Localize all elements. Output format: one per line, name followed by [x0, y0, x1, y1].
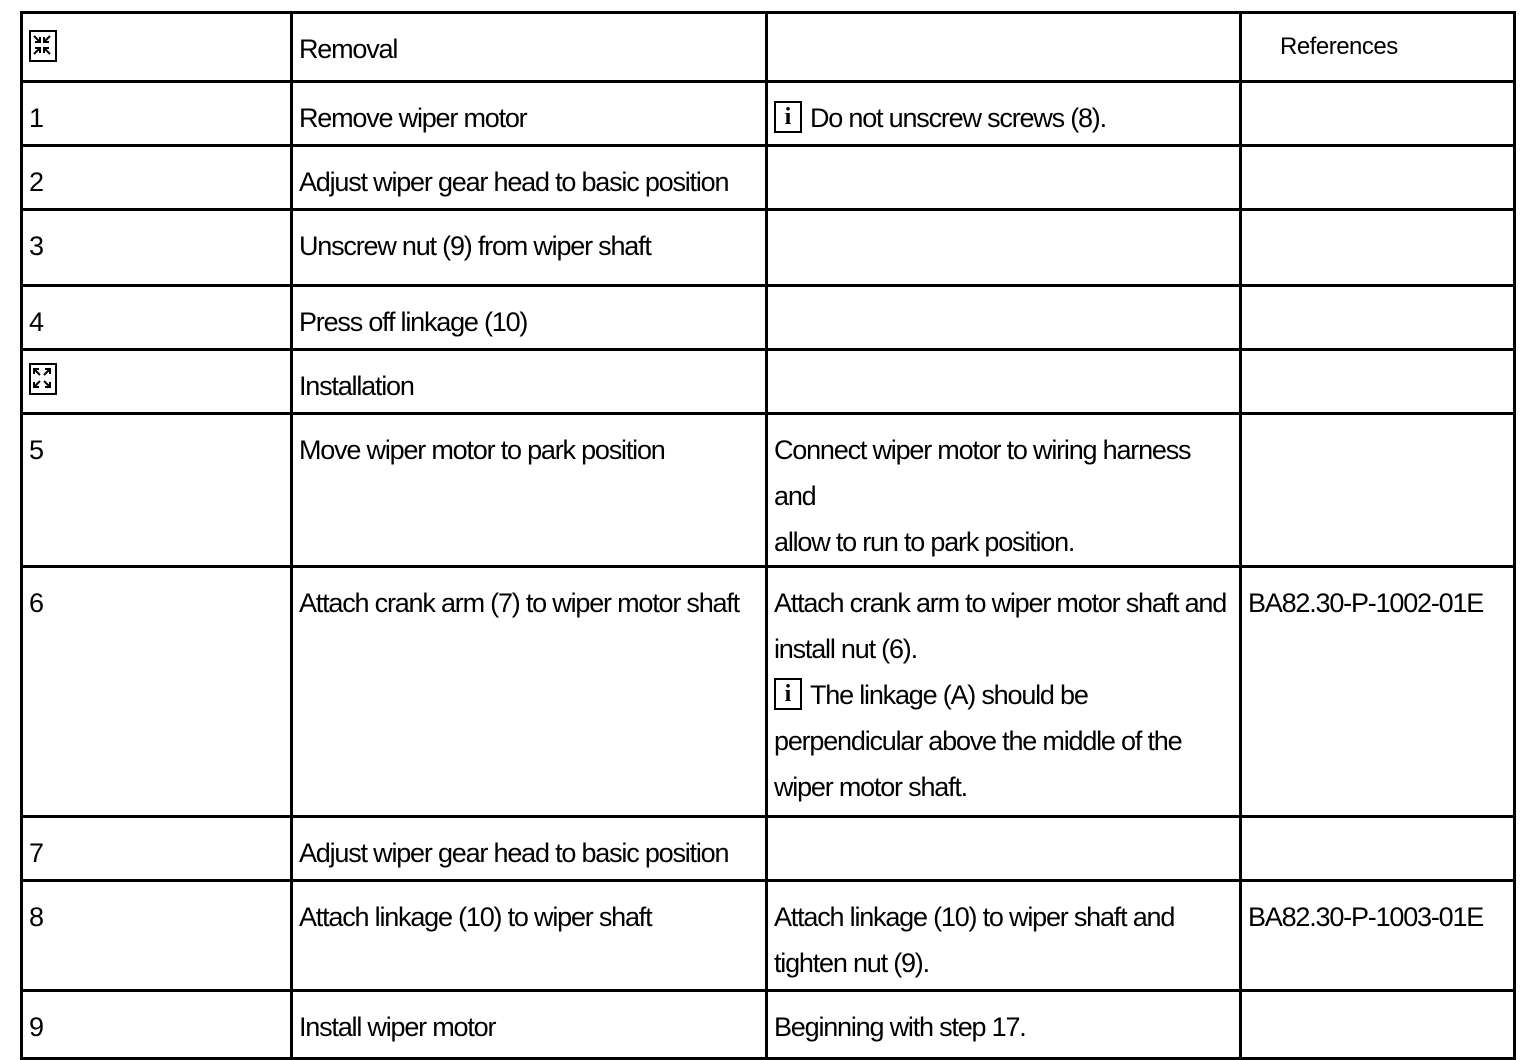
step-number: 1	[22, 82, 292, 146]
step-action: Move wiper motor to park position	[292, 414, 767, 567]
table-row	[22, 82, 1515, 146]
info-icon: i	[774, 101, 802, 133]
installation-note-cell	[767, 350, 1241, 414]
note-line: install nut (6).	[774, 634, 917, 664]
step-number: 6	[22, 567, 292, 817]
step-reference: BA82.30-P-1002-01E	[1241, 567, 1515, 817]
table-row	[22, 817, 1515, 881]
installation-ref-cell	[1241, 350, 1515, 414]
note-line: Attach linkage (10) to wiper shaft and	[774, 902, 1175, 932]
table-row	[22, 567, 1515, 817]
procedure-table	[20, 11, 1516, 1060]
step-number: 5	[22, 414, 292, 567]
step-note	[767, 82, 1241, 146]
step-note	[767, 414, 1241, 567]
note-line: tighten nut (9).	[774, 948, 929, 978]
step-reference	[1241, 817, 1515, 881]
references-header: References	[1241, 13, 1515, 82]
step-reference	[1241, 414, 1515, 567]
step-note	[767, 817, 1241, 881]
note-text: Do not unscrew screws (8).	[810, 103, 1106, 133]
step-action: Press off linkage (10)	[292, 286, 767, 350]
step-note	[767, 567, 1241, 817]
table-row	[22, 991, 1515, 1059]
info-text: The linkage (A) should be	[810, 680, 1088, 710]
note-line: Attach crank arm to wiper motor shaft and	[774, 588, 1227, 618]
step-action: Adjust wiper gear head to basic position	[292, 817, 767, 881]
note-line: Connect wiper motor to wiring harness and	[774, 435, 1191, 511]
step-number: 8	[22, 881, 292, 991]
step-action: Attach crank arm (7) to wiper motor shaft	[292, 567, 767, 817]
step-action: Remove wiper motor	[292, 82, 767, 146]
step-note	[767, 210, 1241, 286]
installation-header-row	[22, 350, 1515, 414]
step-action: Adjust wiper gear head to basic position	[292, 146, 767, 210]
installation-arrows-icon	[29, 363, 57, 395]
step-action: Install wiper motor	[292, 991, 767, 1059]
step-note: Beginning with step 17.	[767, 991, 1241, 1059]
table-row	[22, 881, 1515, 991]
step-number: 3	[22, 210, 292, 286]
step-number: 4	[22, 286, 292, 350]
step-note	[767, 146, 1241, 210]
step-reference	[1241, 991, 1515, 1059]
step-reference: BA82.30-P-1003-01E	[1241, 881, 1515, 991]
info-icon: i	[774, 678, 802, 710]
step-action: Attach linkage (10) to wiper shaft	[292, 881, 767, 991]
info-line	[774, 672, 1233, 718]
step-action: Unscrew nut (9) from wiper shaft	[292, 210, 767, 286]
removal-title: Removal	[292, 13, 767, 82]
step-note	[767, 881, 1241, 991]
table-row	[22, 414, 1515, 567]
removal-arrows-icon	[29, 30, 57, 62]
step-reference	[1241, 286, 1515, 350]
table-row	[22, 286, 1515, 350]
step-number: 2	[22, 146, 292, 210]
step-reference	[1241, 146, 1515, 210]
header-note-cell	[767, 13, 1241, 82]
step-reference	[1241, 82, 1515, 146]
info-line: wiper motor shaft.	[774, 772, 967, 802]
info-line: perpendicular above the middle of the	[774, 726, 1182, 756]
installation-title: Installation	[292, 350, 767, 414]
table-row	[22, 210, 1515, 286]
removal-icon-cell	[22, 13, 292, 82]
step-number: 7	[22, 817, 292, 881]
table-row	[22, 146, 1515, 210]
note-line: allow to run to park position.	[774, 527, 1075, 557]
removal-header-row	[22, 13, 1515, 82]
installation-icon-cell	[22, 350, 292, 414]
step-note	[767, 286, 1241, 350]
step-reference	[1241, 210, 1515, 286]
step-number: 9	[22, 991, 292, 1059]
